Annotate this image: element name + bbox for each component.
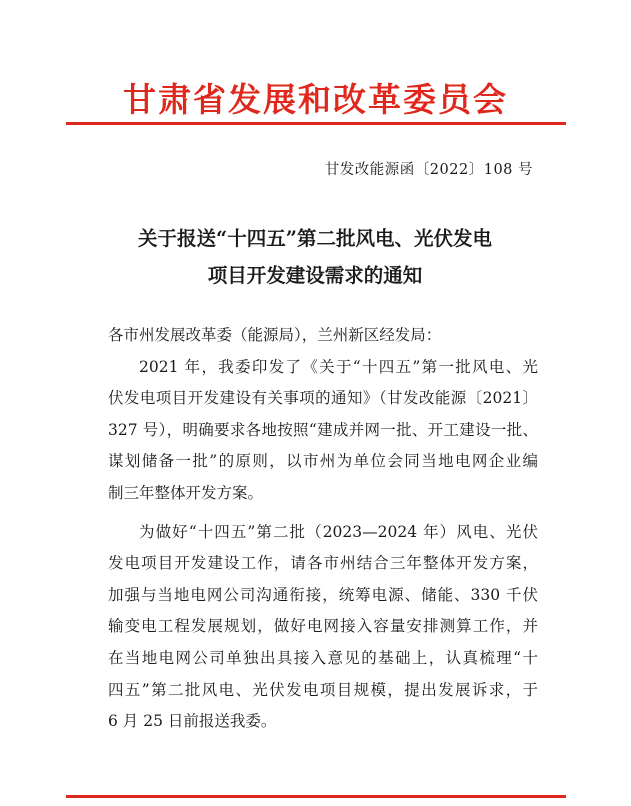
paragraph-1-line: 伏发电项目开发建设有关事项的通知》（甘发改能源〔2021〕 [108, 389, 538, 408]
paragraph-2-line: 6 月 25 日前报送我委。 [108, 712, 277, 731]
paragraph-2-line: 四五”第二批风电、光伏发电项目规模，提出发展诉求，于 [108, 680, 538, 699]
paragraph-1-line: 2021 年，我委印发了《关于“十四五”第一批风电、光 [139, 357, 538, 376]
paragraph-2-line: 为做好“十四五”第二批（2023—2024 年）风电、光伏 [139, 522, 538, 541]
footer-red-rule [66, 795, 566, 798]
paragraph-gap [108, 510, 538, 517]
document-body [108, 320, 538, 738]
issuing-authority-header: 甘肃省发展和改革委员会 [123, 80, 508, 119]
paragraph-2-line: 加强与当地电网公司沟通衔接，统筹电源、储能、330 千伏 [108, 585, 538, 604]
paragraph-2 [108, 517, 538, 738]
paragraph-1-line: 327 号），明确要求各地按照“建成并网一批、开工建设一批、 [108, 420, 538, 439]
document-title-line-1: 关于报送“十四五”第二批风电、光伏发电 [138, 227, 492, 250]
paragraph-1-line: 制三年整体开发方案。 [108, 483, 264, 502]
salutation: 各市州发展改革委（能源局），兰州新区经发局： [108, 326, 442, 344]
paragraph-2-line: 发电项目开发建设工作，请各市州结合三年整体开发方案， [108, 554, 538, 573]
paragraph-2-line: 输变电工程发展规划，做好电网接入容量安排测算工作，并 [108, 617, 538, 636]
document-title [80, 220, 550, 294]
paragraph-1-line: 谋划储备一批”的原则，以市州为单位会同当地电网企业编 [108, 452, 538, 471]
document-number: 甘发改能源函〔2022〕108 号 [324, 162, 533, 178]
header-red-rule [66, 122, 566, 125]
paragraph-2-line: 在当地电网公司单独出具接入意见的基础上，认真梳理“十 [108, 648, 538, 667]
paragraph-1 [108, 352, 538, 510]
document-title-line-2: 项目开发建设需求的通知 [207, 264, 423, 287]
